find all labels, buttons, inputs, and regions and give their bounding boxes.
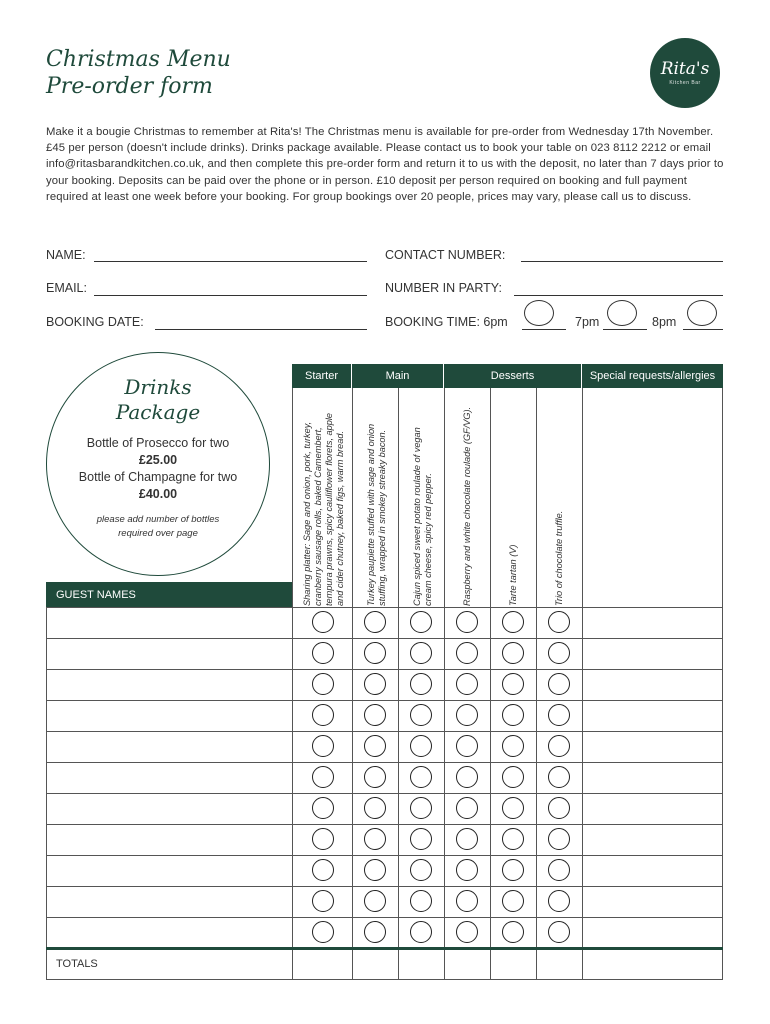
choice-circle[interactable] [548,766,570,788]
choice-circle[interactable] [410,859,432,881]
guest-name-cell[interactable] [47,608,291,638]
header-special-requests: Special requests/allergies [582,364,723,388]
choice-circle[interactable] [548,611,570,633]
choice-circle[interactable] [548,642,570,664]
choice-circle[interactable] [364,704,386,726]
guest-name-cell[interactable] [47,856,291,886]
choice-circle[interactable] [364,735,386,757]
party-label: NUMBER IN PARTY: [385,281,502,295]
guest-name-cell[interactable] [47,763,291,793]
totals-label: TOTALS [56,958,98,970]
choice-circle[interactable] [312,766,334,788]
date-field[interactable] [155,329,367,330]
header-main: Main [352,364,444,388]
guest-name-cell[interactable] [47,825,291,855]
guest-name-cell[interactable] [47,670,291,700]
choice-circle[interactable] [502,890,524,912]
choice-circle[interactable] [548,797,570,819]
choice-circle[interactable] [502,642,524,664]
drinks-heading [47,375,269,425]
choice-circle[interactable] [502,797,524,819]
col-line-0 [292,388,293,980]
choice-circle[interactable] [502,704,524,726]
choice-circle[interactable] [312,828,334,850]
special-request-cell[interactable] [583,763,722,793]
header-desserts: Desserts [444,364,582,388]
choice-circle[interactable] [312,673,334,695]
choice-circle[interactable] [410,766,432,788]
choice-circle[interactable] [410,704,432,726]
time-8pm-label: 8pm [652,315,677,329]
choice-circle[interactable] [364,921,386,943]
choice-circle[interactable] [312,735,334,757]
special-request-cell[interactable] [583,639,722,669]
time-8pm-line [683,329,723,330]
drinks-note [47,513,269,541]
col-line-7 [722,388,723,980]
name-label: NAME: [46,248,86,262]
logo-name: Rita's [660,59,710,79]
choice-circle[interactable] [312,859,334,881]
choice-circle[interactable] [456,890,478,912]
special-request-cell[interactable] [583,701,722,731]
guest-name-cell[interactable] [47,794,291,824]
choice-circle[interactable] [548,859,570,881]
choice-circle[interactable] [312,890,334,912]
option-chocolate-truffle: Trio of chocolate truffle. [553,510,564,606]
header-starter: Starter [292,364,352,388]
ritas-logo [650,38,720,108]
col-line-5 [536,388,537,980]
choice-circle[interactable] [456,642,478,664]
choice-circle[interactable] [410,673,432,695]
drinks-note-2: required over page [118,528,198,539]
email-field[interactable] [94,295,367,296]
guest-names-label: GUEST NAMES [56,588,136,601]
title-line-2: Pre-order form [46,74,213,99]
special-request-cell[interactable] [583,670,722,700]
time-8pm-option[interactable] [687,300,717,326]
time-7pm-option[interactable] [607,300,637,326]
choice-circle[interactable] [456,921,478,943]
choice-circle[interactable] [456,828,478,850]
drinks-item-champagne: Bottle of Champagne for two [78,470,238,484]
choice-circle[interactable] [410,890,432,912]
choice-circle[interactable] [312,642,334,664]
guest-name-cell[interactable] [47,639,291,669]
guest-name-cell[interactable] [47,918,291,948]
drinks-note-1: please add number of bottles [96,514,220,525]
party-field[interactable] [514,295,723,296]
choice-circle[interactable] [410,921,432,943]
time-6pm-option[interactable] [524,300,554,326]
choice-circle[interactable] [410,642,432,664]
time-6pm-line [522,329,566,330]
time-7pm-label: 7pm [575,315,600,329]
choice-circle[interactable] [548,828,570,850]
choice-circle[interactable] [364,766,386,788]
totals-divider [46,947,723,950]
choice-circle[interactable] [364,828,386,850]
special-request-cell[interactable] [583,794,722,824]
date-label: BOOKING DATE: [46,315,144,329]
contact-label: CONTACT NUMBER: [385,248,506,262]
option-tarte-tartan: Tarte tartan (V) [507,544,518,606]
option-turkey-paupiette: Turkey paupiette stuffed with sage and onion stuffing, wrapped in smokey streaky bacon. [366,423,387,606]
choice-circle[interactable] [548,890,570,912]
guest-name-cell[interactable] [47,887,291,917]
choice-circle[interactable] [410,828,432,850]
drinks-price-prosecco: £25.00 [138,453,178,467]
option-sharing-platter: Sharing platter: Sage and onion, pork, turkey, cranberry sausage rolls, baked Camembert, tempura prawns, spicy cauliflower florets, apple and cider chutney, baked figs, warm bread. [302,412,345,606]
guest-name-cell[interactable] [47,732,291,762]
drinks-item-prosecco: Bottle of Prosecco for two [86,436,230,450]
col-line-3 [444,388,445,980]
drinks-package [46,352,270,576]
special-request-cell[interactable] [583,856,722,886]
choice-circle[interactable] [456,859,478,881]
choice-circle[interactable] [548,704,570,726]
special-request-cell[interactable] [583,918,722,948]
choice-circle[interactable] [364,890,386,912]
choice-circle[interactable] [456,735,478,757]
choice-circle[interactable] [502,735,524,757]
choice-circle[interactable] [456,611,478,633]
choice-circle[interactable] [502,859,524,881]
logo-subtitle: Kitchen Bar [669,80,701,86]
contact-field[interactable] [521,261,723,262]
choice-circle[interactable] [548,735,570,757]
special-request-cell[interactable] [583,608,722,638]
choice-circle[interactable] [456,673,478,695]
choice-circle[interactable] [364,797,386,819]
choice-circle[interactable] [456,766,478,788]
time-label: BOOKING TIME: 6pm [385,315,508,329]
title-line-1: Christmas Menu [46,47,231,72]
col-line-1 [352,388,353,980]
drinks-heading-2: Package [115,400,201,424]
choice-circle[interactable] [502,673,524,695]
choice-circle[interactable] [364,611,386,633]
guest-name-cell[interactable] [47,701,291,731]
special-request-cell[interactable] [583,732,722,762]
choice-circle[interactable] [502,828,524,850]
option-cajun-roulade: Cajun spiced sweet potato roulade of vegan cream cheese, spicy red pepper. [412,427,433,606]
choice-circle[interactable] [312,704,334,726]
choice-circle[interactable] [364,859,386,881]
choice-circle[interactable] [312,611,334,633]
guest-names-header [46,582,292,607]
choice-circle[interactable] [410,735,432,757]
col-line-2 [398,388,399,980]
choice-circle[interactable] [364,642,386,664]
special-request-cell[interactable] [583,887,722,917]
page-title [46,46,231,100]
email-label: EMAIL: [46,281,87,295]
choice-circle[interactable] [410,611,432,633]
choice-circle[interactable] [502,766,524,788]
col-line-4 [490,388,491,980]
choice-circle[interactable] [456,797,478,819]
intro-paragraph: Make it a bougie Christmas to remember at Rita's! The Christmas menu is available for pre-order from Wednesday 17th November. £45 per person (doesn't include drinks). Drinks package available. Please contact us to book your table on 023 8112 2212 or email info@ritasbarandkitchen.co.uk, and then complete this pre-order form and return it to us with the deposit, no later than 7 days prior to your booking. Deposits can be paid over the phone or in person. £10 deposit per person required on booking and full payment required at least one week before your booking. For group bookings over 20 people, prices may vary, please call us to discuss. [46,126,724,203]
special-request-cell[interactable] [583,825,722,855]
choice-circle[interactable] [502,611,524,633]
choice-circle[interactable] [364,673,386,695]
drinks-price-champagne: £40.00 [138,487,178,501]
drinks-heading-1: Drinks [124,375,192,399]
choice-circle[interactable] [502,921,524,943]
choice-circle[interactable] [548,921,570,943]
option-raspberry-roulade: Raspberry and white chocolate roulade (GF/VG). [461,406,472,606]
choice-circle[interactable] [312,921,334,943]
choice-circle[interactable] [410,797,432,819]
table-bottom-line [46,979,723,980]
time-7pm-line [603,329,647,330]
name-field[interactable] [94,261,367,262]
choice-circle[interactable] [312,797,334,819]
choice-circle[interactable] [548,673,570,695]
choice-circle[interactable] [456,704,478,726]
